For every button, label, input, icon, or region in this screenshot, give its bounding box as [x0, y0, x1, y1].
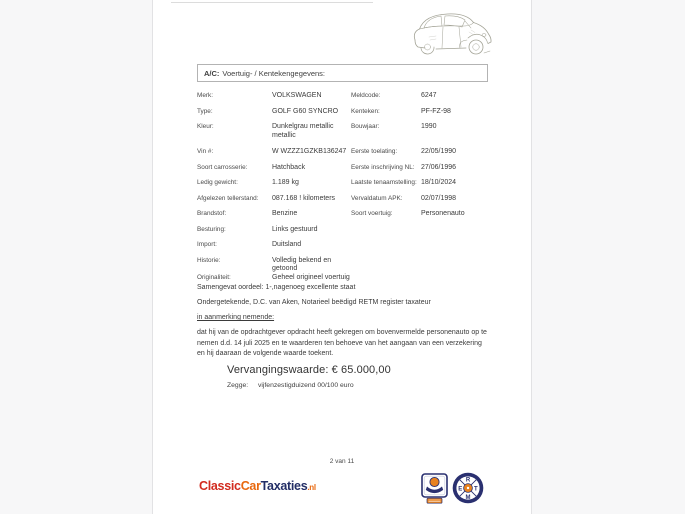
section-title: Voertuig- / Kentekengegevens:: [222, 68, 325, 78]
classiccartaxaties-logo: [199, 479, 316, 493]
field-value: Dunkelgrau metallic metallic: [272, 123, 334, 139]
zegge-label: Zegge:: [227, 382, 249, 389]
assignment-text: dat hij van de opdrachtgever opdracht heeft gekregen om bovenvermelde personenauto op te nemen d.d. 14 juli 2025 en te waarderen ten behoeve van het aangaan van een verzekering en hij daaraan de volgende waarde toekent.: [197, 329, 487, 357]
field-label: Besturing:: [197, 225, 226, 233]
field-label: Ledig gewicht:: [197, 179, 238, 186]
field-value: PF-FZ-98: [421, 107, 451, 115]
field-value: 1990: [421, 123, 437, 130]
field-value: Duitsland: [272, 241, 302, 248]
field-label: Afgelezen tellerstand:: [197, 194, 259, 202]
zegge-text: vijfenzestigduizend 00/100 euro: [258, 382, 354, 389]
section-code: A/C:: [204, 68, 220, 78]
field-label: Bouwjaar:: [351, 123, 380, 130]
valuation-block: [227, 364, 487, 389]
zegge-line: [227, 382, 487, 389]
field-value: VOLKSWAGEN: [272, 92, 322, 99]
field-label: Soort voertuig:: [351, 210, 393, 217]
field-value: 27/06/1996: [421, 163, 457, 171]
field-value: 02/07/1998: [421, 194, 457, 202]
table-row: [197, 179, 488, 195]
table-row: [197, 123, 488, 148]
table-row: [197, 92, 488, 108]
field-value: Benzine: [272, 210, 298, 217]
classic-car-sketch-image: [409, 7, 493, 57]
svg-text:M: M: [465, 495, 471, 502]
logo-part-classic: Classic: [199, 479, 241, 493]
field-label: Import:: [197, 241, 217, 248]
table-row: [197, 148, 488, 164]
document-page: [152, 0, 532, 514]
logo-part-car: Car: [240, 479, 261, 493]
field-label: Meldcode:: [351, 92, 381, 99]
field-label: Vin #:: [197, 148, 214, 155]
field-label: Originaliteit:: [197, 273, 231, 281]
field-label: Kenteken:: [351, 107, 380, 115]
field-value: Volledig bekend en getoond: [272, 256, 332, 272]
field-label: Laatste tenaamstelling:: [351, 179, 417, 186]
vehicle-fields-table: [197, 92, 488, 289]
considering-heading: in aanmerking nemende:: [197, 314, 275, 321]
page-number: 2 van 11: [329, 458, 355, 465]
table-row: [197, 226, 488, 242]
field-label: Historie:: [197, 256, 221, 264]
field-label: Vervaldatum APK:: [351, 194, 403, 202]
table-row: [197, 241, 488, 257]
field-label: Merk:: [197, 92, 213, 99]
logo-part-nl: .nl: [307, 483, 316, 492]
svg-text:R: R: [465, 477, 471, 484]
field-value: 087.168 ! kilometers: [272, 194, 336, 202]
table-row: [197, 164, 488, 180]
table-row: [197, 108, 488, 124]
field-label: Brandstof:: [197, 210, 227, 217]
table-row: [197, 257, 488, 274]
table-row: [197, 195, 488, 211]
field-label: Eerste toelating:: [351, 148, 398, 155]
field-value: Personenauto: [421, 210, 465, 217]
field-value: GOLF G60 SYNCRO: [272, 107, 339, 115]
field-label: Type:: [197, 107, 213, 115]
field-label: Soort carrosserie:: [197, 163, 248, 171]
undersigned-text: Ondergetekende, D.C. van Aken, Notarieel beëdigd RETM register taxateur: [197, 299, 431, 306]
section-header-box: [197, 64, 488, 82]
field-value: Links gestuurd: [272, 225, 318, 233]
field-value: W WZZZ1GZKB136247: [272, 148, 347, 155]
logo-part-taxaties: Taxaties: [260, 479, 308, 493]
field-value: 18/10/2024: [421, 179, 457, 186]
federatie-taxateurs-badge-icon: [421, 473, 448, 504]
field-label: Kleur:: [197, 123, 214, 130]
field-value: Hatchback: [272, 163, 306, 171]
field-value: Geheel origineel voertuig: [272, 273, 350, 281]
replacement-value: Vervangingswaarde: € 65.000,00: [227, 364, 391, 376]
retm-register-taxateur-badge-icon: [452, 472, 484, 504]
cutoff-table-line: [171, 2, 373, 3]
svg-text:T: T: [473, 486, 478, 493]
svg-text:E: E: [458, 486, 463, 493]
table-row: [197, 210, 488, 226]
field-label: Eerste inschrijving NL:: [351, 163, 415, 171]
summary-verdict-text: Samengevat oordeel: 1-,nagenoeg excellente staat: [197, 284, 356, 291]
field-value: 22/05/1990: [421, 148, 457, 155]
field-value: 1.189 kg: [272, 179, 299, 186]
field-value: 6247: [421, 92, 437, 99]
report-paragraphs: [197, 283, 490, 364]
